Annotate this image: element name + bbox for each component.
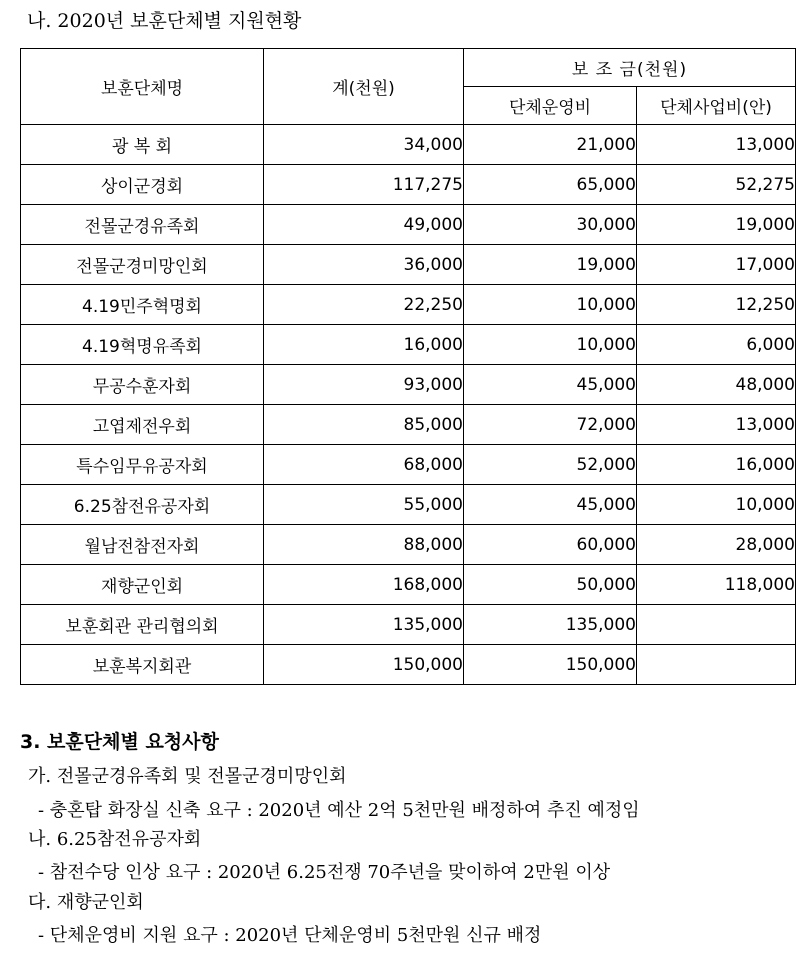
table-row	[21, 205, 796, 245]
operation-cost-cell: 50,000	[464, 565, 637, 605]
org-name-cell: 광 복 회	[21, 125, 264, 165]
section-title: 3. 보훈단체별 요청사항	[20, 731, 219, 753]
total-cell: 55,000	[264, 485, 464, 525]
project-cost-cell: 13,000	[637, 125, 796, 165]
table-row	[21, 445, 796, 485]
header-total: 계(천원)	[264, 49, 464, 125]
org-name-cell: 보훈회관 관리협의회	[21, 605, 264, 645]
project-cost-cell: 16,000	[637, 445, 796, 485]
operation-cost-cell: 45,000	[464, 485, 637, 525]
project-cost-cell: 13,000	[637, 405, 796, 445]
operation-cost-cell: 72,000	[464, 405, 637, 445]
operation-cost-cell: 10,000	[464, 325, 637, 365]
table-row	[21, 605, 796, 645]
table-row	[21, 165, 796, 205]
project-cost-cell: 12,250	[637, 285, 796, 325]
header-project-cost: 단체사업비(안)	[637, 87, 796, 125]
org-name-cell: 월남전참전자회	[21, 525, 264, 565]
table-row	[21, 485, 796, 525]
total-cell: 135,000	[264, 605, 464, 645]
org-name-cell: 4.19민주혁명회	[21, 285, 264, 325]
operation-cost-cell: 30,000	[464, 205, 637, 245]
total-cell: 16,000	[264, 325, 464, 365]
request-item-detail: - 참전수당 인상 요구 : 2020년 6.25전쟁 70주년을 맞이하여 2만원 이상	[38, 862, 611, 883]
table-row	[21, 285, 796, 325]
table-row	[21, 645, 796, 685]
request-item-head: 나. 6.25참전유공자회	[28, 829, 202, 850]
org-name-cell: 4.19혁명유족회	[21, 325, 264, 365]
project-cost-cell: 10,000	[637, 485, 796, 525]
table-row	[21, 245, 796, 285]
operation-cost-cell: 19,000	[464, 245, 637, 285]
project-cost-cell: 118,000	[637, 565, 796, 605]
table-heading: 나. 2020년 보훈단체별 지원현황	[27, 10, 302, 32]
operation-cost-cell: 65,000	[464, 165, 637, 205]
total-cell: 22,250	[264, 285, 464, 325]
operation-cost-cell: 60,000	[464, 525, 637, 565]
total-cell: 85,000	[264, 405, 464, 445]
table-row	[21, 565, 796, 605]
total-cell: 34,000	[264, 125, 464, 165]
total-cell: 36,000	[264, 245, 464, 285]
table-row	[21, 365, 796, 405]
operation-cost-cell: 135,000	[464, 605, 637, 645]
request-item-detail: - 충혼탑 화장실 신축 요구 : 2020년 예산 2억 5천만원 배정하여 추진 예정임	[38, 800, 640, 821]
org-name-cell: 6.25참전유공자회	[21, 485, 264, 525]
request-item-head: 다. 재향군인회	[28, 892, 144, 913]
total-cell: 168,000	[264, 565, 464, 605]
total-cell: 150,000	[264, 645, 464, 685]
total-cell: 117,275	[264, 165, 464, 205]
operation-cost-cell: 52,000	[464, 445, 637, 485]
project-cost-cell: 28,000	[637, 525, 796, 565]
org-name-cell: 전몰군경미망인회	[21, 245, 264, 285]
operation-cost-cell: 10,000	[464, 285, 637, 325]
operation-cost-cell: 150,000	[464, 645, 637, 685]
project-cost-cell: 6,000	[637, 325, 796, 365]
project-cost-cell: 48,000	[637, 365, 796, 405]
org-name-cell: 보훈복지회관	[21, 645, 264, 685]
operation-cost-cell: 45,000	[464, 365, 637, 405]
total-cell: 68,000	[264, 445, 464, 485]
support-table	[20, 48, 796, 685]
org-name-cell: 특수임무유공자회	[21, 445, 264, 485]
table-row	[21, 525, 796, 565]
project-cost-cell: 52,275	[637, 165, 796, 205]
total-cell: 88,000	[264, 525, 464, 565]
project-cost-cell	[637, 645, 796, 685]
request-item-detail: - 단체운영비 지원 요구 : 2020년 단체운영비 5천만원 신규 배정	[38, 925, 542, 946]
header-subsidy-group: 보 조 금(천원)	[464, 49, 796, 87]
project-cost-cell	[637, 605, 796, 645]
header-operation-cost: 단체운영비	[464, 87, 637, 125]
table-row	[21, 405, 796, 445]
header-org-name: 보훈단체명	[21, 49, 264, 125]
project-cost-cell: 17,000	[637, 245, 796, 285]
org-name-cell: 재향군인회	[21, 565, 264, 605]
table-row	[21, 325, 796, 365]
operation-cost-cell: 21,000	[464, 125, 637, 165]
total-cell: 93,000	[264, 365, 464, 405]
org-name-cell: 고엽제전우회	[21, 405, 264, 445]
org-name-cell: 전몰군경유족회	[21, 205, 264, 245]
request-item-head: 가. 전몰군경유족회 및 전몰군경미망인회	[28, 766, 347, 787]
org-name-cell: 상이군경회	[21, 165, 264, 205]
total-cell: 49,000	[264, 205, 464, 245]
org-name-cell: 무공수훈자회	[21, 365, 264, 405]
project-cost-cell: 19,000	[637, 205, 796, 245]
table-row	[21, 125, 796, 165]
